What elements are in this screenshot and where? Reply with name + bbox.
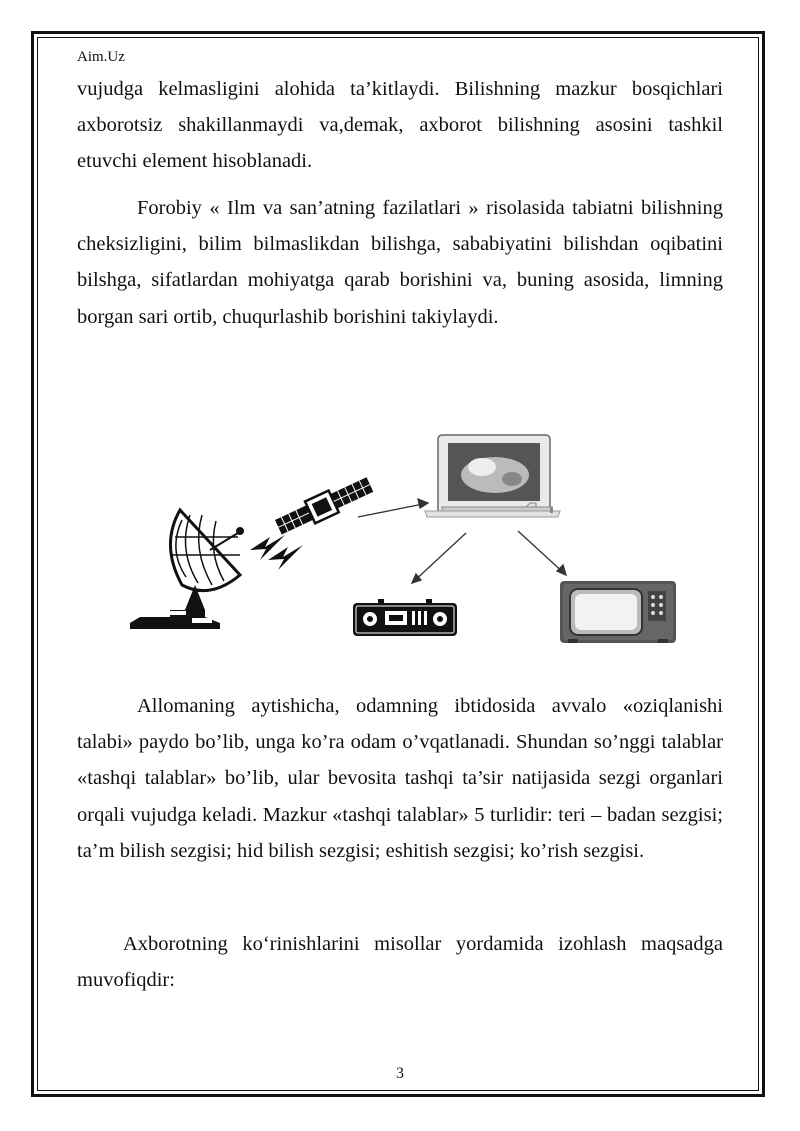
tv-icon (560, 581, 676, 643)
arrow-to-monitor (358, 499, 428, 517)
paragraph-1: vujudga kelmasligini alohida ta’kitlaydi. Bilishning mazkur bosqichlari axborotsiz shakillanmaydi va,demak, axborot bilishning asosini tashkil etuvchi element hisoblanadi. (77, 78, 723, 173)
arrow-to-tv (518, 531, 566, 575)
paragraph-3: Allomaning aytishicha, odamning ibtidosida avvalo «oziqlanishi talabi» paydo bo’lib, unga ko’ra odam o’vqatlanadi. Shundan so’nggi talablar «tashqi talablar» bo’lib, ular bevosita tashqi ta’sir natijasida sezgi organlari orqali vujudga keladi. Mazkur «tashqi talablar» 5 turlidir: teri – badan sezgisi; ta’m bilish sezgisi; hid bilish sezgisi; eshitish sezgisi; ko’rish sezgisi. (77, 695, 723, 862)
broadcast-illustration (120, 425, 690, 655)
signal-bolt-icon (250, 535, 303, 570)
header-site: Aim.Uz (77, 49, 125, 65)
radio-icon (353, 599, 457, 636)
arrow-to-radio (412, 533, 466, 583)
paragraph-4: Axborotning ko‘rinishlarini misollar yordamida izohlash maqsadga muvofiqdir: (77, 933, 723, 992)
page-number: 3 (396, 1065, 404, 1082)
satellite-icon (273, 474, 375, 538)
paragraph-2: Forobiy « Ilm va san’atning fazilatlari » risolasida tabiatni bilishning cheksizligini, bilim bilmaslikdan bilishga, sababiyatini bilishdan oqibatini bilshga, sifatlardan mohiyatga qarab borishini va, buning asosida, limning borgan sari ortib, chuqurlashib borishini takiylaydi. (77, 197, 723, 328)
satellite-dish-icon (130, 510, 244, 629)
monitor-icon (425, 435, 560, 517)
